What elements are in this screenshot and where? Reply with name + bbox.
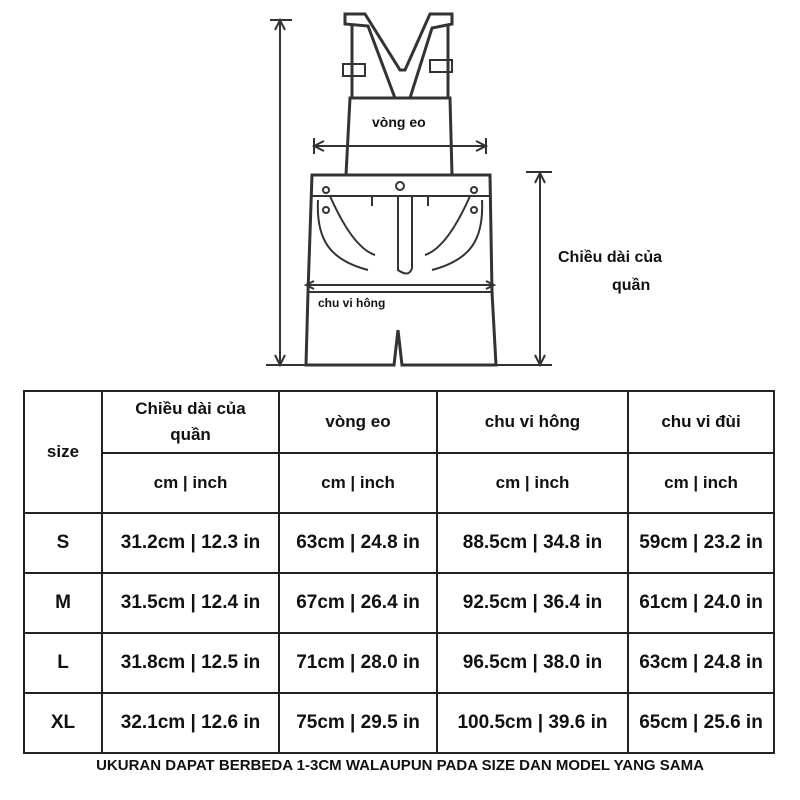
- hip-cell: 88.5cm | 34.8 in: [437, 513, 628, 573]
- hip-cell: 92.5cm | 36.4 in: [437, 573, 628, 633]
- column-header-length-line1: Chiều dài của: [135, 399, 246, 418]
- column-header-length-line2: quần: [170, 425, 211, 444]
- waist-label: vòng eo: [372, 114, 426, 130]
- header-row: [24, 391, 774, 453]
- overalls-diagram: [0, 0, 800, 375]
- column-header-waist: vòng eo: [279, 391, 437, 453]
- thigh-cell: 63cm | 24.8 in: [628, 633, 774, 693]
- thigh-cell: 65cm | 25.6 in: [628, 693, 774, 753]
- unit-label: cm | inch: [279, 453, 437, 513]
- length-cell: 31.5cm | 12.4 in: [102, 573, 279, 633]
- waist-cell: 75cm | 29.5 in: [279, 693, 437, 753]
- size-disclaimer: UKURAN DAPAT BERBEDA 1-3CM WALAUPUN PADA SIZE DAN MODEL YANG SAMA: [96, 757, 704, 774]
- size-cell: S: [24, 513, 102, 573]
- column-header-length: [102, 391, 279, 453]
- size-table: [23, 390, 775, 754]
- unit-row: [24, 453, 774, 513]
- table-row: [24, 573, 774, 633]
- thigh-cell: 59cm | 23.2 in: [628, 513, 774, 573]
- length-label: [558, 244, 698, 300]
- column-header-hip: chu vi hông: [437, 391, 628, 453]
- length-cell: 31.8cm | 12.5 in: [102, 633, 279, 693]
- column-header-thigh: chu vi đùi: [628, 391, 774, 453]
- table-row: [24, 693, 774, 753]
- waist-cell: 63cm | 24.8 in: [279, 513, 437, 573]
- unit-label: cm | inch: [628, 453, 774, 513]
- hip-label: chu vi hông: [318, 296, 386, 310]
- size-header: size: [24, 391, 102, 513]
- length-label-line1: Chiều dài của: [558, 249, 663, 266]
- hip-cell: 100.5cm | 39.6 in: [437, 693, 628, 753]
- waist-cell: 67cm | 26.4 in: [279, 573, 437, 633]
- size-cell: XL: [24, 693, 102, 753]
- table-row: [24, 633, 774, 693]
- table-row: [24, 513, 774, 573]
- thigh-cell: 61cm | 24.0 in: [628, 573, 774, 633]
- waist-cell: 71cm | 28.0 in: [279, 633, 437, 693]
- size-cell: M: [24, 573, 102, 633]
- overalls-illustration: [0, 0, 800, 375]
- length-label-line2: quần: [612, 277, 651, 294]
- unit-label: cm | inch: [437, 453, 628, 513]
- hip-cell: 96.5cm | 38.0 in: [437, 633, 628, 693]
- length-cell: 31.2cm | 12.3 in: [102, 513, 279, 573]
- size-cell: L: [24, 633, 102, 693]
- unit-label: cm | inch: [102, 453, 279, 513]
- length-cell: 32.1cm | 12.6 in: [102, 693, 279, 753]
